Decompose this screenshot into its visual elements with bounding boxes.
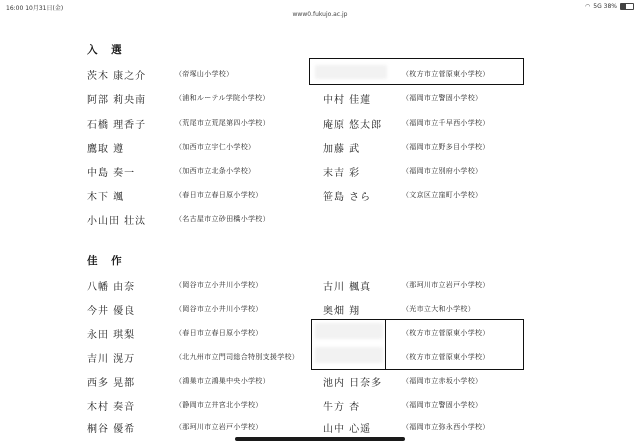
entrant-name: 西多 晃都 bbox=[87, 378, 136, 389]
entrant-name: 庵原 悠太郎 bbox=[323, 120, 383, 131]
entrant-school: （浦和ルーテル学院小学校） bbox=[175, 94, 270, 102]
entrant-name: 桐谷 優希 bbox=[87, 424, 136, 435]
entrant-school: （那珂川市立岩戸小学校） bbox=[402, 281, 490, 289]
entrant-name: 八幡 由奈 bbox=[87, 282, 136, 293]
entrant-school: （岡谷市立小井川小学校） bbox=[175, 281, 263, 289]
entrant-school: （名古屋市立砂田橋小学校） bbox=[175, 215, 270, 223]
entrant-school: （帝塚山小学校） bbox=[175, 70, 234, 78]
entrant-name: 茨木 康之介 bbox=[87, 71, 147, 82]
entrant-school: （枚方市立菅原東小学校） bbox=[402, 353, 490, 361]
entrant-school: （那珂川市立岩戸小学校） bbox=[175, 423, 263, 431]
entrant-name: 鷹取 遵 bbox=[87, 144, 125, 155]
document-page bbox=[0, 22, 640, 445]
entrant-name: 古川 楓真 bbox=[323, 282, 372, 293]
entrant-school: （文京区立窪町小学校） bbox=[402, 191, 483, 199]
section-heading: 佳 作 bbox=[87, 255, 127, 267]
entrant-school: （福岡市立赤坂小学校） bbox=[402, 377, 483, 385]
highlight-box bbox=[311, 319, 524, 370]
entrant-school: （福岡市立野多目小学校） bbox=[402, 143, 490, 151]
entrant-school: （鴻巣市立鴻巣中央小学校） bbox=[175, 377, 270, 385]
status-date: 10月31日(金) bbox=[25, 5, 64, 12]
home-indicator[interactable] bbox=[235, 437, 405, 441]
highlight-box bbox=[309, 58, 524, 85]
entrant-school: （光市立大和小学校） bbox=[402, 305, 475, 313]
entrant-school: （加西市立宇仁小学校） bbox=[175, 143, 256, 151]
entrant-name: 吉川 滉万 bbox=[87, 354, 136, 365]
entrant-school: （枚方市立菅原東小学校） bbox=[402, 329, 490, 337]
entrant-name: 中村 佳蓮 bbox=[323, 95, 372, 106]
entrant-school: （春日市立春日原小学校） bbox=[175, 191, 263, 199]
entrant-name: 中島 奏一 bbox=[87, 168, 136, 179]
entrant-name: 石橋 理香子 bbox=[87, 120, 147, 131]
battery-icon bbox=[620, 3, 634, 10]
entrant-name: 奥畑 翔 bbox=[323, 306, 361, 317]
url-bar[interactable]: www0.fukujo.ac.jp bbox=[292, 11, 348, 18]
entrant-name: 牛方 杏 bbox=[323, 402, 361, 413]
wifi-icon: ◠ bbox=[585, 3, 591, 10]
entrant-school: （北九州市立門司総合特別支援学校） bbox=[175, 353, 300, 361]
entrant-school: （枚方市立菅原東小学校） bbox=[402, 70, 490, 78]
entrant-school: （福岡市立警固小学校） bbox=[402, 401, 483, 409]
entrant-school: （静岡市立井宮北小学校） bbox=[175, 401, 263, 409]
status-time: 16:00 bbox=[6, 5, 24, 12]
entrant-name: 木下 颯 bbox=[87, 192, 125, 203]
entrant-school: （福岡市立別府小学校） bbox=[402, 167, 483, 175]
entrant-school: （荒尾市立荒尾第四小学校） bbox=[175, 119, 270, 127]
entrant-school: （福岡市立弥永西小学校） bbox=[402, 423, 490, 431]
entrant-name: 永田 琪梨 bbox=[87, 330, 136, 341]
entrant-name: 小山田 壮汰 bbox=[87, 216, 147, 227]
status-signal: 5G 38% bbox=[593, 3, 617, 10]
entrant-school: （加西市立北条小学校） bbox=[175, 167, 256, 175]
entrant-school: （春日市立春日原小学校） bbox=[175, 329, 263, 337]
status-indicators bbox=[585, 3, 634, 10]
entrant-school: （福岡市立千早西小学校） bbox=[402, 119, 490, 127]
entrant-school: （岡谷市立小井川小学校） bbox=[175, 305, 263, 313]
section-heading: 入 選 bbox=[87, 44, 127, 56]
entrant-name: 阿部 莉央南 bbox=[87, 95, 147, 106]
entrant-name: 加藤 武 bbox=[323, 144, 361, 155]
entrant-name: 木村 奏音 bbox=[87, 402, 136, 413]
entrant-name: 末吉 彩 bbox=[323, 168, 361, 179]
entrant-name: 今井 優良 bbox=[87, 306, 136, 317]
entrant-name: 池内 日奈多 bbox=[323, 378, 383, 389]
entrant-name: 笹島 さら bbox=[323, 192, 372, 203]
entrant-school: （福岡市立警固小学校） bbox=[402, 94, 483, 102]
entrant-name: 山中 心遥 bbox=[323, 424, 372, 435]
